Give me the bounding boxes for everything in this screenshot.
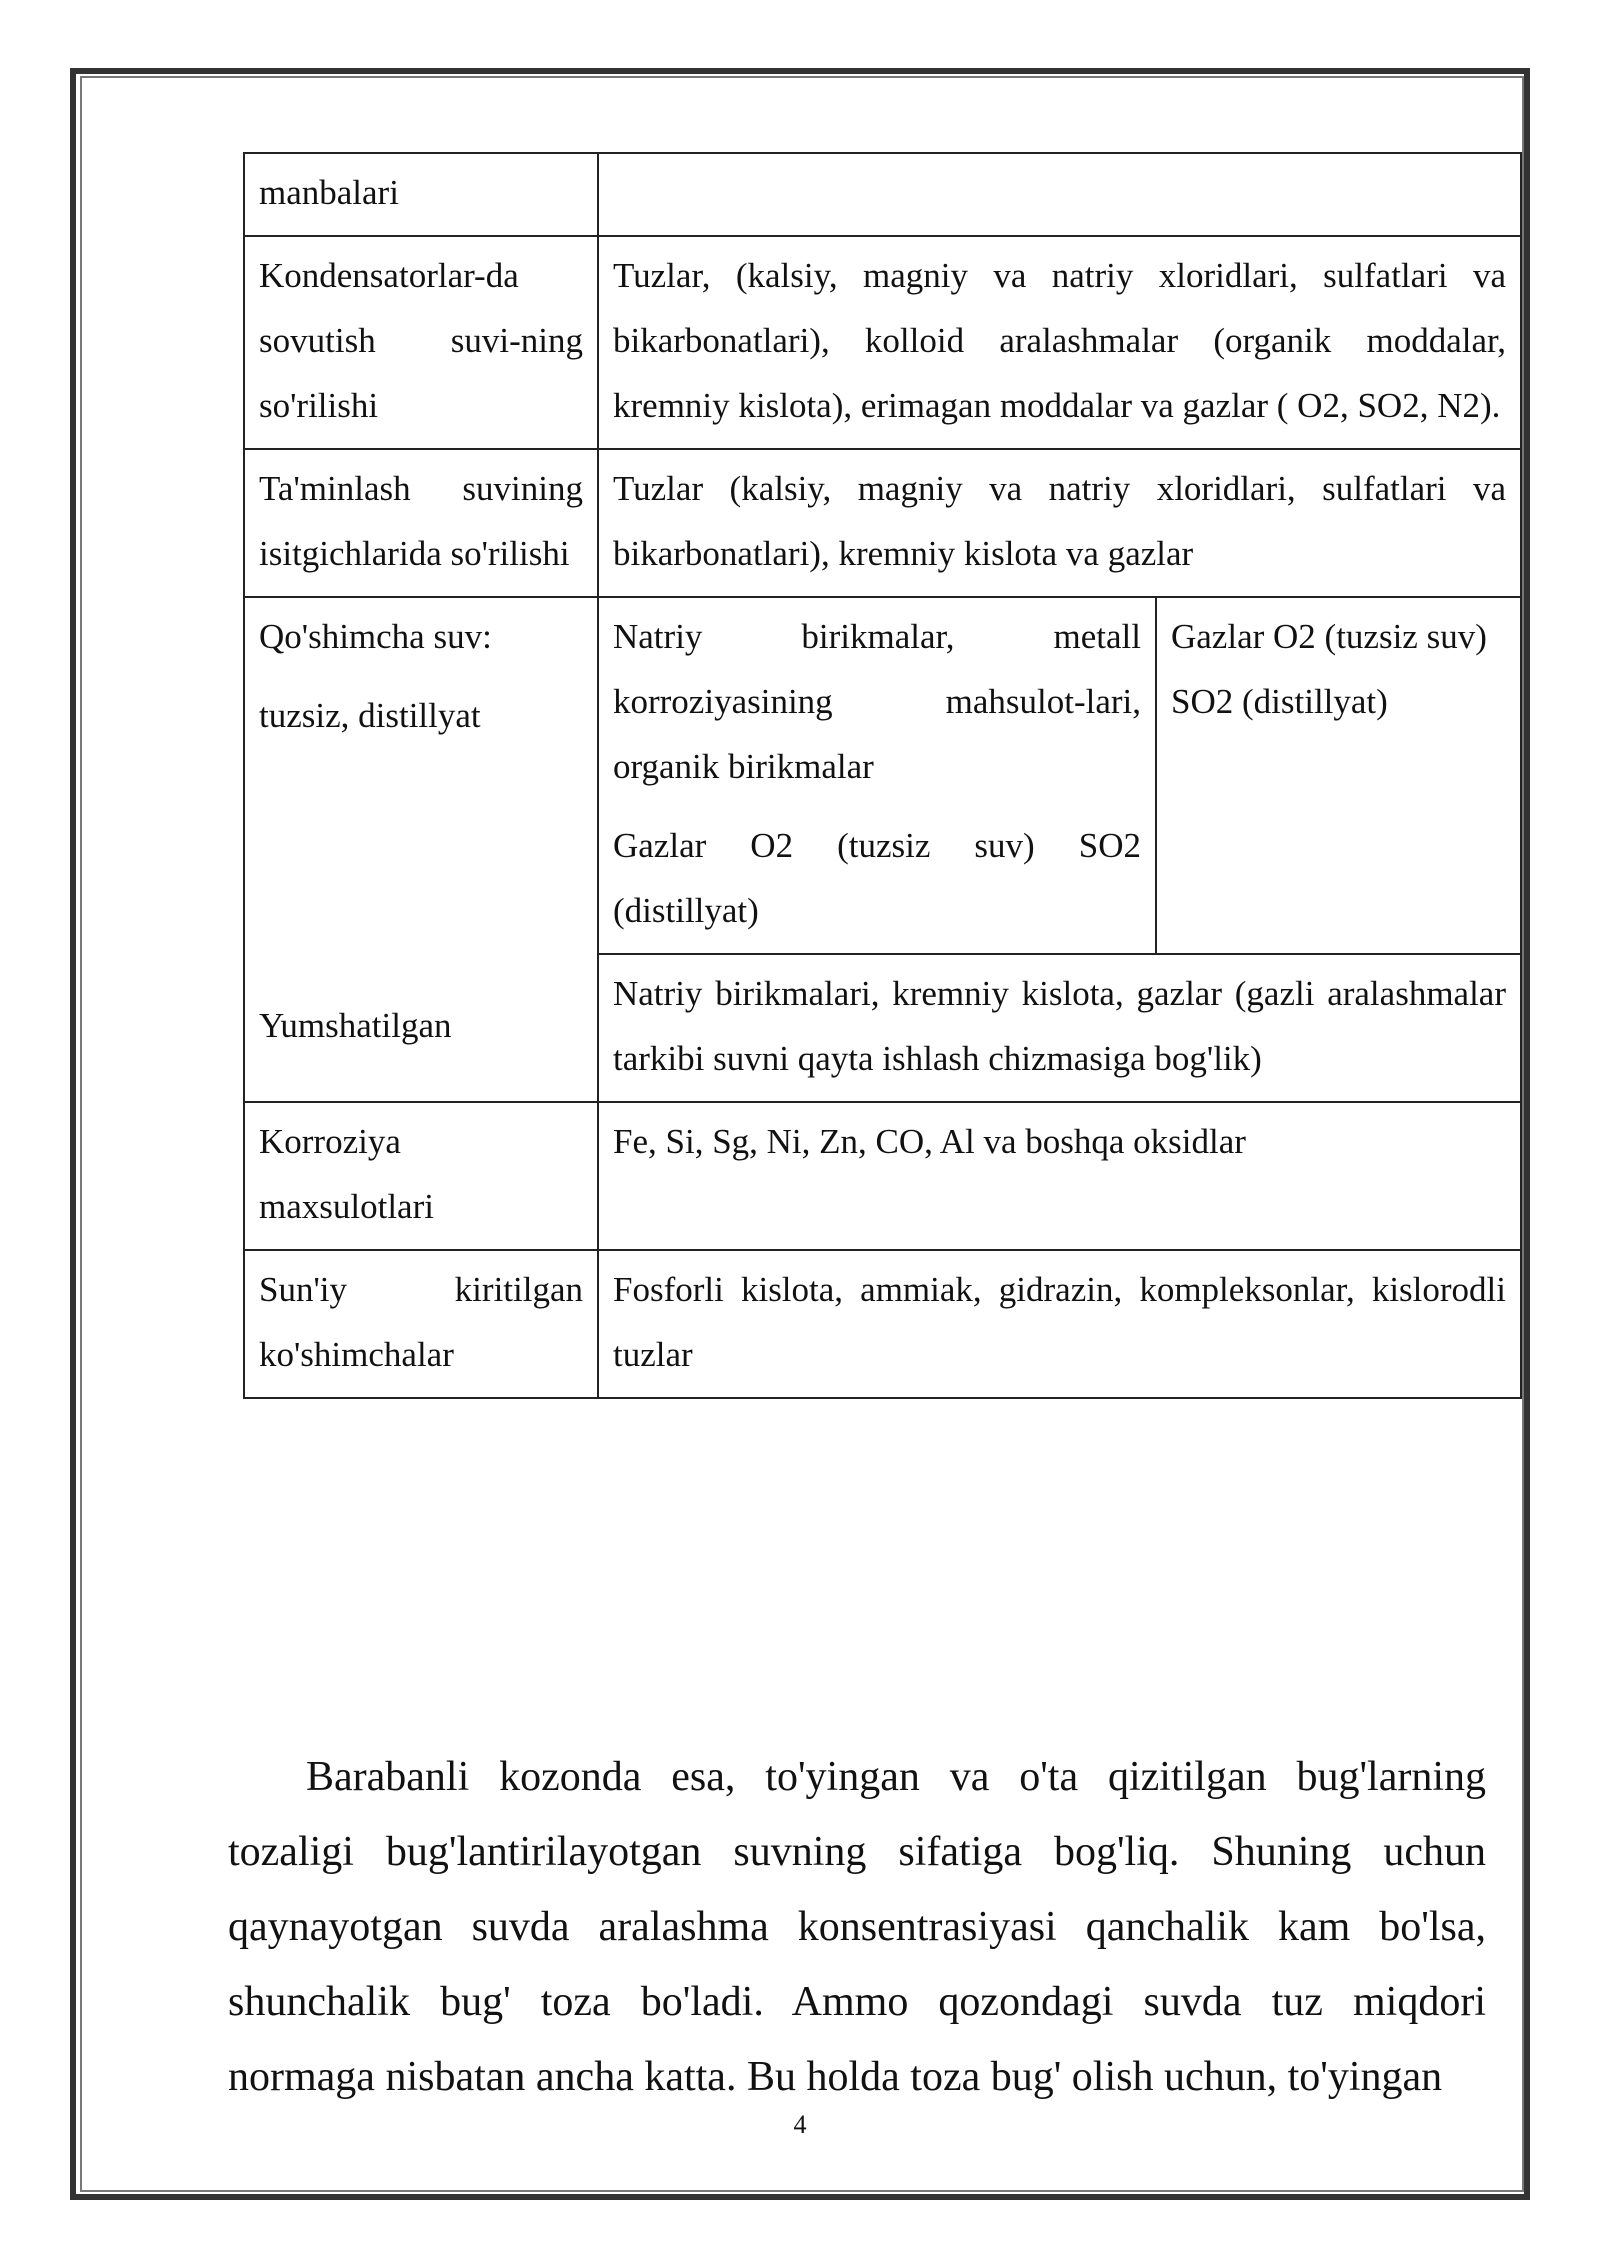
impurity-cell: Fosforli kislota, ammiak, gidrazin, kompleksonlar, kislorodli tuzlar	[598, 1250, 1521, 1398]
impurity-text: Gazlar O2 (tuzsiz suv) SO2 (distillyat)	[613, 826, 1141, 930]
table-row	[244, 236, 1521, 449]
impurity-text: Natriy birikmalar, metall korroziyasining mahsulot-lari, organik birikmalar	[613, 617, 1141, 786]
source-label-cell: Korroziya maxsulotlari	[244, 1102, 598, 1250]
table-row	[244, 1102, 1521, 1250]
table-row	[244, 597, 1521, 954]
table-row	[244, 153, 1521, 236]
table-row	[244, 1250, 1521, 1398]
impurity-cell: Fe, Si, Sg, Ni, Zn, CO, Al va boshqa oksidlar	[598, 1102, 1521, 1250]
source-label-cell: Ta'minlash suvining isitgichlarida so'rilishi	[244, 449, 598, 597]
impurity-cell: Tuzlar, (kalsiy, magniy va natriy xloridlari, sulfatlari va bikarbonatlari), kolloid aralashmalar (organik moddalar, kremniy kislota), erimagan moddalar va gazlar ( O2, SO2, N2).	[598, 236, 1521, 449]
impurity-cell: Tuzlar (kalsiy, magniy va natriy xloridlari, sulfatlari va bikarbonatlari), kremniy kislota va gazlar	[598, 449, 1521, 597]
gas-impurity-cell	[1156, 597, 1521, 954]
source-label-cell	[244, 597, 598, 954]
source-label-cell: Sun'iy kiritilgan ko'shimchalar	[244, 1250, 598, 1398]
additional-water-label: Qo'shimcha suv:	[259, 617, 492, 656]
source-label-cell: Kondensatorlar-da sovutish suvi-ning so'rilishi	[244, 236, 598, 449]
impurity-cell: Natriy birikmalari, kremniy kislota, gazlar (gazli aralashmalar tarkibi suvni qayta ishlash chizmasiga bog'lik)	[598, 954, 1521, 1102]
impurity-cell	[598, 597, 1156, 954]
gas-impurity-text: Gazlar O2 (tuzsiz suv)	[1171, 617, 1487, 656]
water-impurity-sources-table	[243, 152, 1522, 1399]
impurity-cell	[598, 153, 1521, 236]
table-row	[244, 954, 1521, 1102]
additional-water-types: tuzsiz, distillyat	[259, 696, 481, 735]
source-label-cell: Yumshatilgan	[244, 954, 598, 1102]
table-row	[244, 449, 1521, 597]
page-number: 4	[793, 2110, 807, 2139]
gas-impurity-text: SO2 (distillyat)	[1171, 682, 1388, 721]
body-paragraph: Barabanli kozonda esa, to'yingan va o'ta qizitilgan bug'larning tozaligi bug'lantirilayotgan suvning sifatiga bog'liq. Shuning uchun qaynayotgan suvda aralashma konsentrasiyasi qanchalik kam bo'lsa, shunchalik bug' toza bo'ladi. Ammo qozondagi suvda tuz miqdori normaga nisbatan ancha katta. Bu holda toza bug' olish uchun, to'yingan	[228, 1754, 1486, 2100]
source-label-cell: manbalari	[244, 153, 598, 236]
